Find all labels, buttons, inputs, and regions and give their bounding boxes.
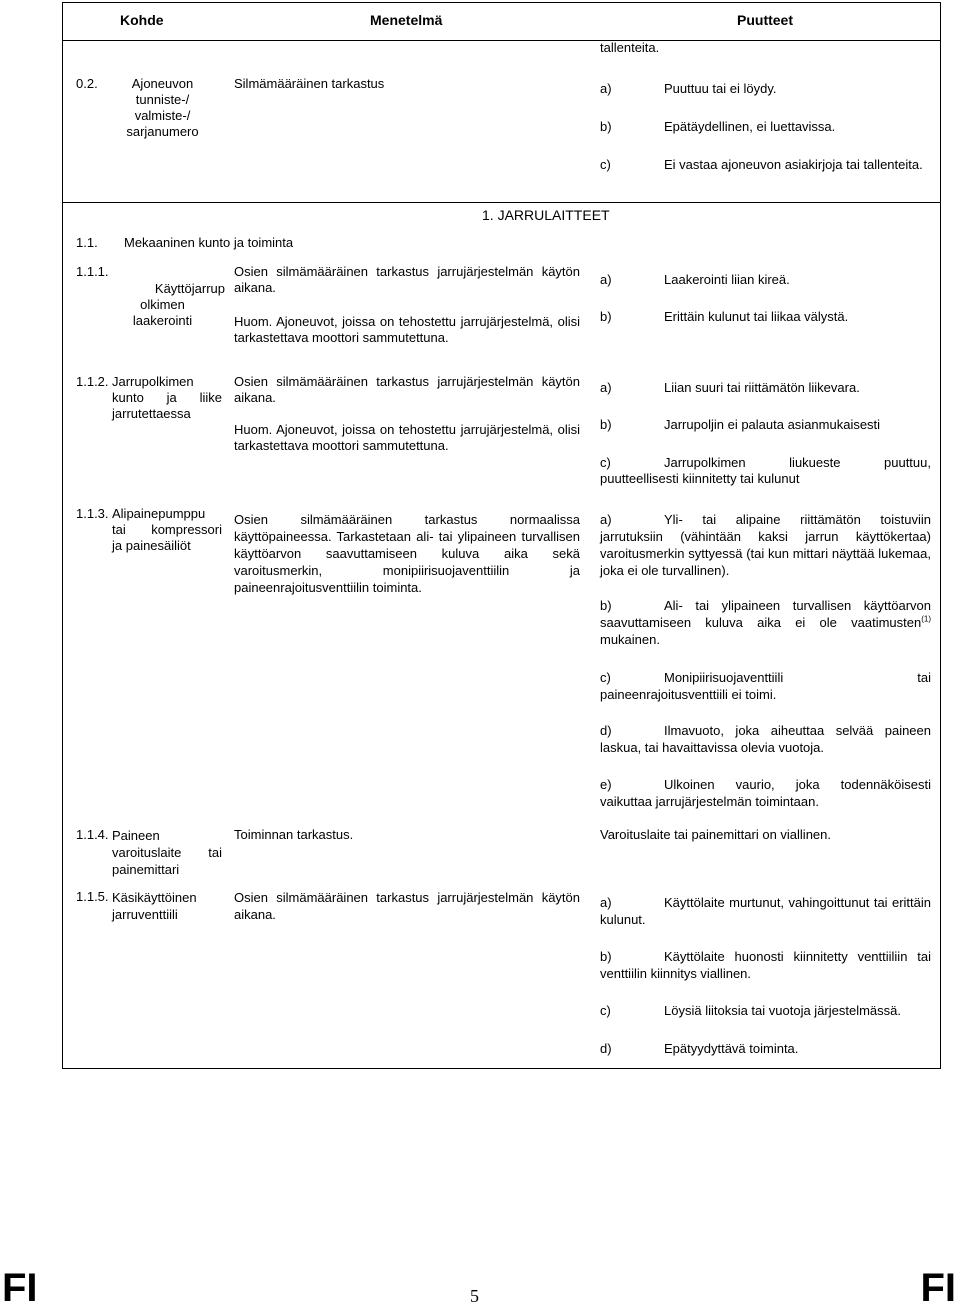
defect-item: b) Erittäin kulunut tai liikaa välystä. xyxy=(600,309,849,324)
col-header-menetelma: Menetelmä xyxy=(370,12,443,28)
defect-item: d) Ilmavuoto, joka aiheuttaa selvää paineen laskua, tai havaittavissa olevia vuotoja. xyxy=(600,723,931,755)
row-kohde: Jarrupolkimen kunto ja liike jarrutettaessa xyxy=(112,374,222,421)
defect-item: c) Ei vastaa ajoneuvon asiakirjoja tai tallenteita. xyxy=(600,157,923,172)
defect-item: b) Käyttölaite huonosti kiinnitetty venttiiliin tai venttiilin kiinnitys viallinen. xyxy=(600,949,931,981)
row-menetelma: Toiminnan tarkastus. xyxy=(234,827,354,842)
row-menetelma: Osien silmämääräinen tarkastus jarrujärjestelmän käytön aikana. xyxy=(234,374,580,405)
row-huom: Huom. Ajoneuvot, joissa on tehostettu jarrujärjestelmä, olisi tarkastettava moottori sammutettuna. xyxy=(234,422,580,453)
defect-item: a) Käyttölaite murtunut, vahingoittunut tai erittäin kulunut. xyxy=(600,895,931,927)
defect-item: c) Monipiirisuojaventtiili tai paineenrajoitusventtiili ei toimi. xyxy=(600,670,931,702)
subsection-number: 1.1. xyxy=(76,235,98,250)
row-number: 1.1.3. xyxy=(76,506,109,521)
row-number: 1.1.5. xyxy=(76,889,109,904)
row-kohde: Ajoneuvon tunniste-/ valmiste-/ sarjanumero xyxy=(126,76,199,139)
defect-item: b) Ali- tai ylipaineen turvallisen käyttöarvon saavuttamiseen kuluva aika ei ole vaatimusten$^{(1)}$ mukainen. xyxy=(600,598,931,647)
row-menetelma: Osien silmämääräinen tarkastus jarrujärjestelmän käytön aikana. xyxy=(234,264,580,295)
col-header-puutteet: Puutteet xyxy=(737,12,793,28)
section-divider xyxy=(62,202,941,203)
defect-item: b) Epätäydellinen, ei luettavissa. xyxy=(600,119,836,134)
row-menetelma: Silmämääräinen tarkastus xyxy=(234,76,385,91)
defect-item: c) Jarrupolkimen liukueste puuttuu, puutteellisesti kiinnitetty tai kulunut xyxy=(600,455,931,486)
row-kohde: Käsikäyttöinen jarruventtiili xyxy=(112,890,197,922)
defect-item: a) Yli- tai alipaine riittämätön toistuviin jarrutuksiin (vähintään kaksi jarrun käyttökertaa) varoitusmerkin syttyessä (tai kun mittari näyttää lukemaa, joka ei ole turvallinen). xyxy=(600,512,931,578)
row-kohde: Paineen varoituslaite tai painemittari xyxy=(112,828,222,877)
defect-item: Varoituslaite tai painemittari on viallinen. xyxy=(600,827,831,842)
section-title: 1. JARRULAITTEET xyxy=(482,207,610,223)
row-number: 1.1.1. xyxy=(76,264,109,279)
row-kohde: Käyttöjarrup olkimen laakerointi xyxy=(132,281,225,328)
footer-language-right: FI xyxy=(920,1266,956,1310)
col-header-kohde: Kohde xyxy=(120,12,164,28)
row-number: 1.1.2. xyxy=(76,374,109,389)
defect-item: a) Laakerointi liian kireä. xyxy=(600,272,790,287)
row-kohde: Alipainepumppu tai kompressori ja painesäiliöt xyxy=(112,506,222,553)
row-menetelma: Osien silmämääräinen tarkastus jarrujärjestelmän käytön aikana. xyxy=(234,890,580,922)
defect-item: a) Puuttuu tai ei löydy. xyxy=(600,81,777,96)
carryover-text: tallenteita. xyxy=(600,40,660,55)
header-divider xyxy=(62,40,941,41)
subsection-title: Mekaaninen kunto ja toiminta xyxy=(124,235,294,250)
page-number: 5 xyxy=(470,1286,479,1306)
footer-language-left: FI xyxy=(2,1266,38,1310)
defect-item: d) Epätyydyttävä toiminta. xyxy=(600,1041,799,1056)
defect-item: a) Liian suuri tai riittämätön liikevara. xyxy=(600,380,860,395)
defect-item: c) Löysiä liitoksia tai vuotoja järjestelmässä. xyxy=(600,1003,901,1018)
row-number: 1.1.4. xyxy=(76,827,109,842)
defect-item: e) Ulkoinen vaurio, joka todennäköisesti vaikuttaa jarrujärjestelmän toimintaan. xyxy=(600,777,931,809)
defect-item: b) Jarrupoljin ei palauta asianmukaisesti xyxy=(600,417,881,432)
row-number: 0.2. xyxy=(76,76,98,91)
row-huom: Huom. Ajoneuvot, joissa on tehostettu jarrujärjestelmä, olisi tarkastettava moottori sammutettuna. xyxy=(234,314,580,345)
row-menetelma: Osien silmämääräinen tarkastus normaalissa käyttöpaineessa. Tarkastetaan ali- tai ylipaineen turvallisen käyttöarvon saavuttamiseen kuluva aika sekä varoitusmerkin, monipiirisuojaventtiilin ja paineenrajoitusventtiilin toiminta. xyxy=(234,512,580,595)
